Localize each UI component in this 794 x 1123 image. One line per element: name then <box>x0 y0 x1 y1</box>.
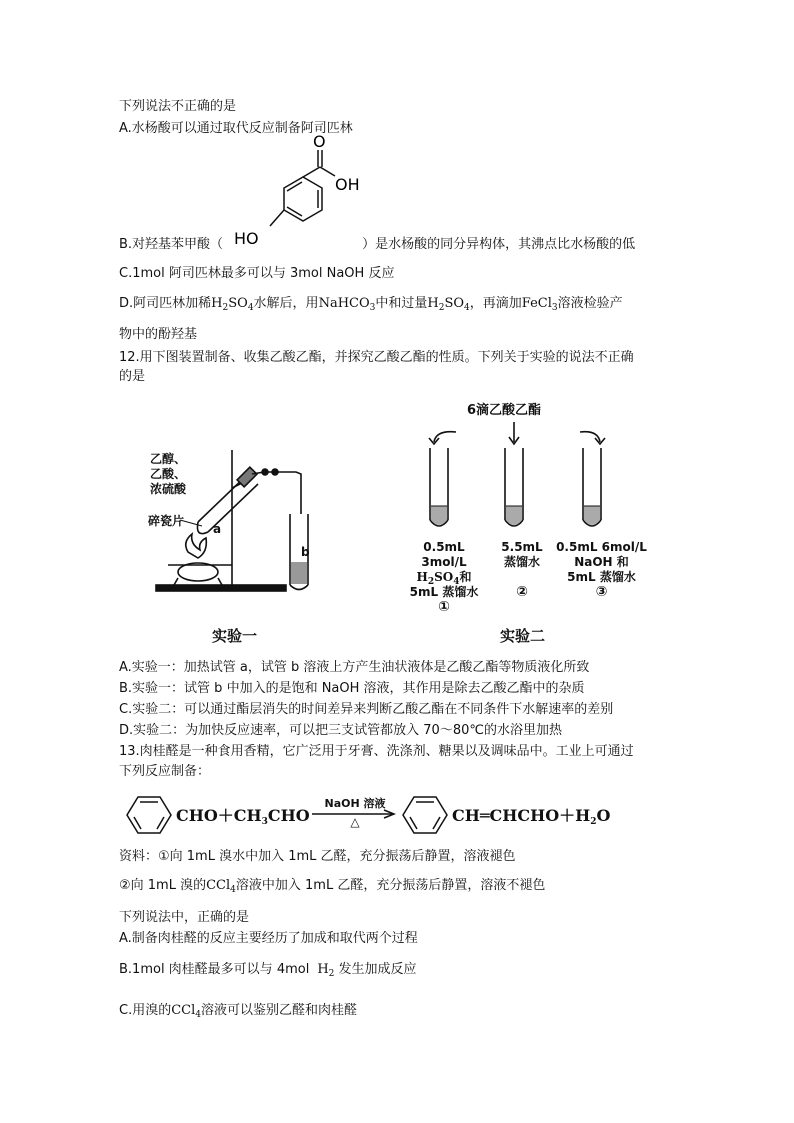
q13-option-c: C.用溴的CCl$_4$溶液可以鉴别乙醛和肉桂醛 <box>119 1003 358 1020</box>
tube1-line1: 0.5mL 3mol/L <box>421 540 467 569</box>
q11-intro: 下列说法不正确的是 <box>119 99 237 114</box>
q11-option-d: D.阿司匹林加稀$H_2SO_4$水解后，用NaHCO$_3$中和过量$H_2SO_4$，再滴加FeCl$_3$溶液检验产 <box>119 296 623 313</box>
tube1-number: ① <box>438 599 450 615</box>
experiment-one-caption: 实验一 <box>212 627 258 645</box>
tube2-line2: 蒸馏水 <box>503 555 540 569</box>
reagent-sulfuric-acid: 浓硫酸 <box>150 482 187 496</box>
q11-d-part2: 水解后，用 <box>253 296 319 311</box>
q13-info-1: 资料：①向 1mL 溴水中加入 1mL 乙醛，充分振荡后静置，溶液褪色 <box>119 849 516 864</box>
q13-intro: 下列说法中，正确的是 <box>119 910 250 925</box>
q11-option-c: C.1mol 阿司匹林最多可以与 3mol NaOH 反应 <box>119 266 395 281</box>
q12-option-b: B.实验一：试管 b 中加入的是饱和 NaOH 溶液，其作用是除去乙酸乙酯中的杂质 <box>119 681 585 696</box>
chips-label: 碎瓷片 <box>148 514 185 528</box>
heat-symbol: △ <box>350 815 360 829</box>
tube3-number: ③ <box>595 584 608 600</box>
info2-part1: ②向 1mL 溴的 <box>119 878 207 893</box>
q12-option-c: C.实验二：可以通过酯层消失的时间差异来判断乙酸乙酯在不同条件下水解速率的差别 <box>119 702 614 717</box>
tube2-line1: 5.5mL <box>501 540 543 554</box>
reagent-ethanol: 乙醇、 <box>150 452 187 466</box>
tube2-number: ② <box>516 584 528 600</box>
ho-label: HO <box>234 229 259 248</box>
q13-stem-line2: 下列反应制备： <box>119 764 211 779</box>
q13-info-2: ②向 1mL 溴的CCl$_4$溶液中加入 1mL 乙醛，充分振荡后静置，溶液不褪色 <box>119 878 546 895</box>
q13-c-part1: C.用溴的 <box>119 1003 172 1018</box>
tube1-line3: 5mL 蒸馏水 <box>409 585 479 599</box>
tube-a-label: a <box>213 522 222 536</box>
products-part2: O <box>596 806 611 825</box>
products: $CH═CHCHO+H_2O$ <box>452 806 611 827</box>
tube1-and: 和 <box>459 570 472 584</box>
q11-d-part1: D.阿司匹林加稀 <box>119 296 212 311</box>
q11-option-b <box>119 237 635 253</box>
reagent-acetic-acid: 乙酸、 <box>150 467 187 481</box>
q11-d-part3: 中和过量 <box>375 296 428 311</box>
tube3-line2: NaOH 和 <box>574 555 629 569</box>
q11-option-b-suffix: ）是水杨酸的同分异构体，其沸点比水杨酸的低 <box>362 237 636 252</box>
q11-d-part5: 溶液检验产 <box>557 296 623 311</box>
oh-label: OH <box>335 175 360 194</box>
reactants-part2: CHO <box>267 806 310 825</box>
benzene-ring-left <box>124 795 174 835</box>
tube-three-conditions <box>554 540 649 600</box>
q13-option-a: A.制备肉桂醛的反应主要经历了加成和取代两个过程 <box>119 931 418 946</box>
tube3-line3: 5mL 蒸馏水 <box>567 570 636 584</box>
info2-part2: 溶液中加入 1mL 乙醛，充分振荡后静置，溶液不褪色 <box>235 878 546 893</box>
q12-option-a: A.实验一：加热试管 a，试管 b 溶液上方产生油状液体是乙酸乙酯等物质液化所致 <box>119 660 590 675</box>
q12-stem-line1: 12.用下图装置制备、收集乙酸乙酯，并探究乙酸乙酯的性质。下列关于实验的说法不正确 <box>119 350 634 365</box>
exp1-reagent-labels <box>150 452 186 497</box>
q12-stem-line2: 的是 <box>119 369 146 384</box>
reactants: $CHO+CH_3CHO$ <box>176 806 310 827</box>
experiment-two-caption: 实验二 <box>500 627 546 645</box>
benzene-ring-right <box>400 795 450 835</box>
ethyl-acetate-drops-label: 6滴乙酸乙酯 <box>467 403 542 418</box>
q13-stem-line1: 13.肉桂醛是一种食用香精，它广泛用于牙膏、洗涤剂、糖果以及调味品中。工业上可通过 <box>119 744 634 759</box>
tube-one-conditions <box>399 540 489 615</box>
q11-option-d-line2: 物中的酚羟基 <box>119 327 198 342</box>
experiment-two-test-tubes <box>420 410 640 540</box>
q11-option-a: A.水杨酸可以通过取代反应制备阿司匹林 <box>119 121 353 136</box>
carbonyl-o-label: O <box>313 132 326 151</box>
reactants-part1: CHO＋CH <box>176 806 262 825</box>
tube3-line1: 0.5mL 6mol/L <box>556 540 647 554</box>
q13-c-part2: 溶液可以鉴别乙醛和肉桂醛 <box>201 1003 358 1018</box>
q12-option-d: D.实验二：为加快反应速率，可以把三支试管都放入 70～80℃的水浴里加热 <box>119 723 562 738</box>
q13-option-b: B.1mol 肉桂醛最多可以与 4mol $H_2$ 发生加成反应 <box>119 962 417 979</box>
products-part1: CH═CHCHO＋H <box>452 806 591 825</box>
tube-b-label: b <box>301 545 310 559</box>
q11-option-b-prefix: B.对羟基苯甲酸（ <box>119 237 224 252</box>
reaction-condition: NaOH 溶液 <box>324 797 386 810</box>
q11-d-part4: ，再滴加 <box>469 296 522 311</box>
tube1-h2so4: $H_2SO_4$ <box>416 570 460 587</box>
q13-b-part1: B.1mol 肉桂醛最多可以与 4mol <box>119 962 310 977</box>
tube-two-conditions <box>492 540 552 600</box>
